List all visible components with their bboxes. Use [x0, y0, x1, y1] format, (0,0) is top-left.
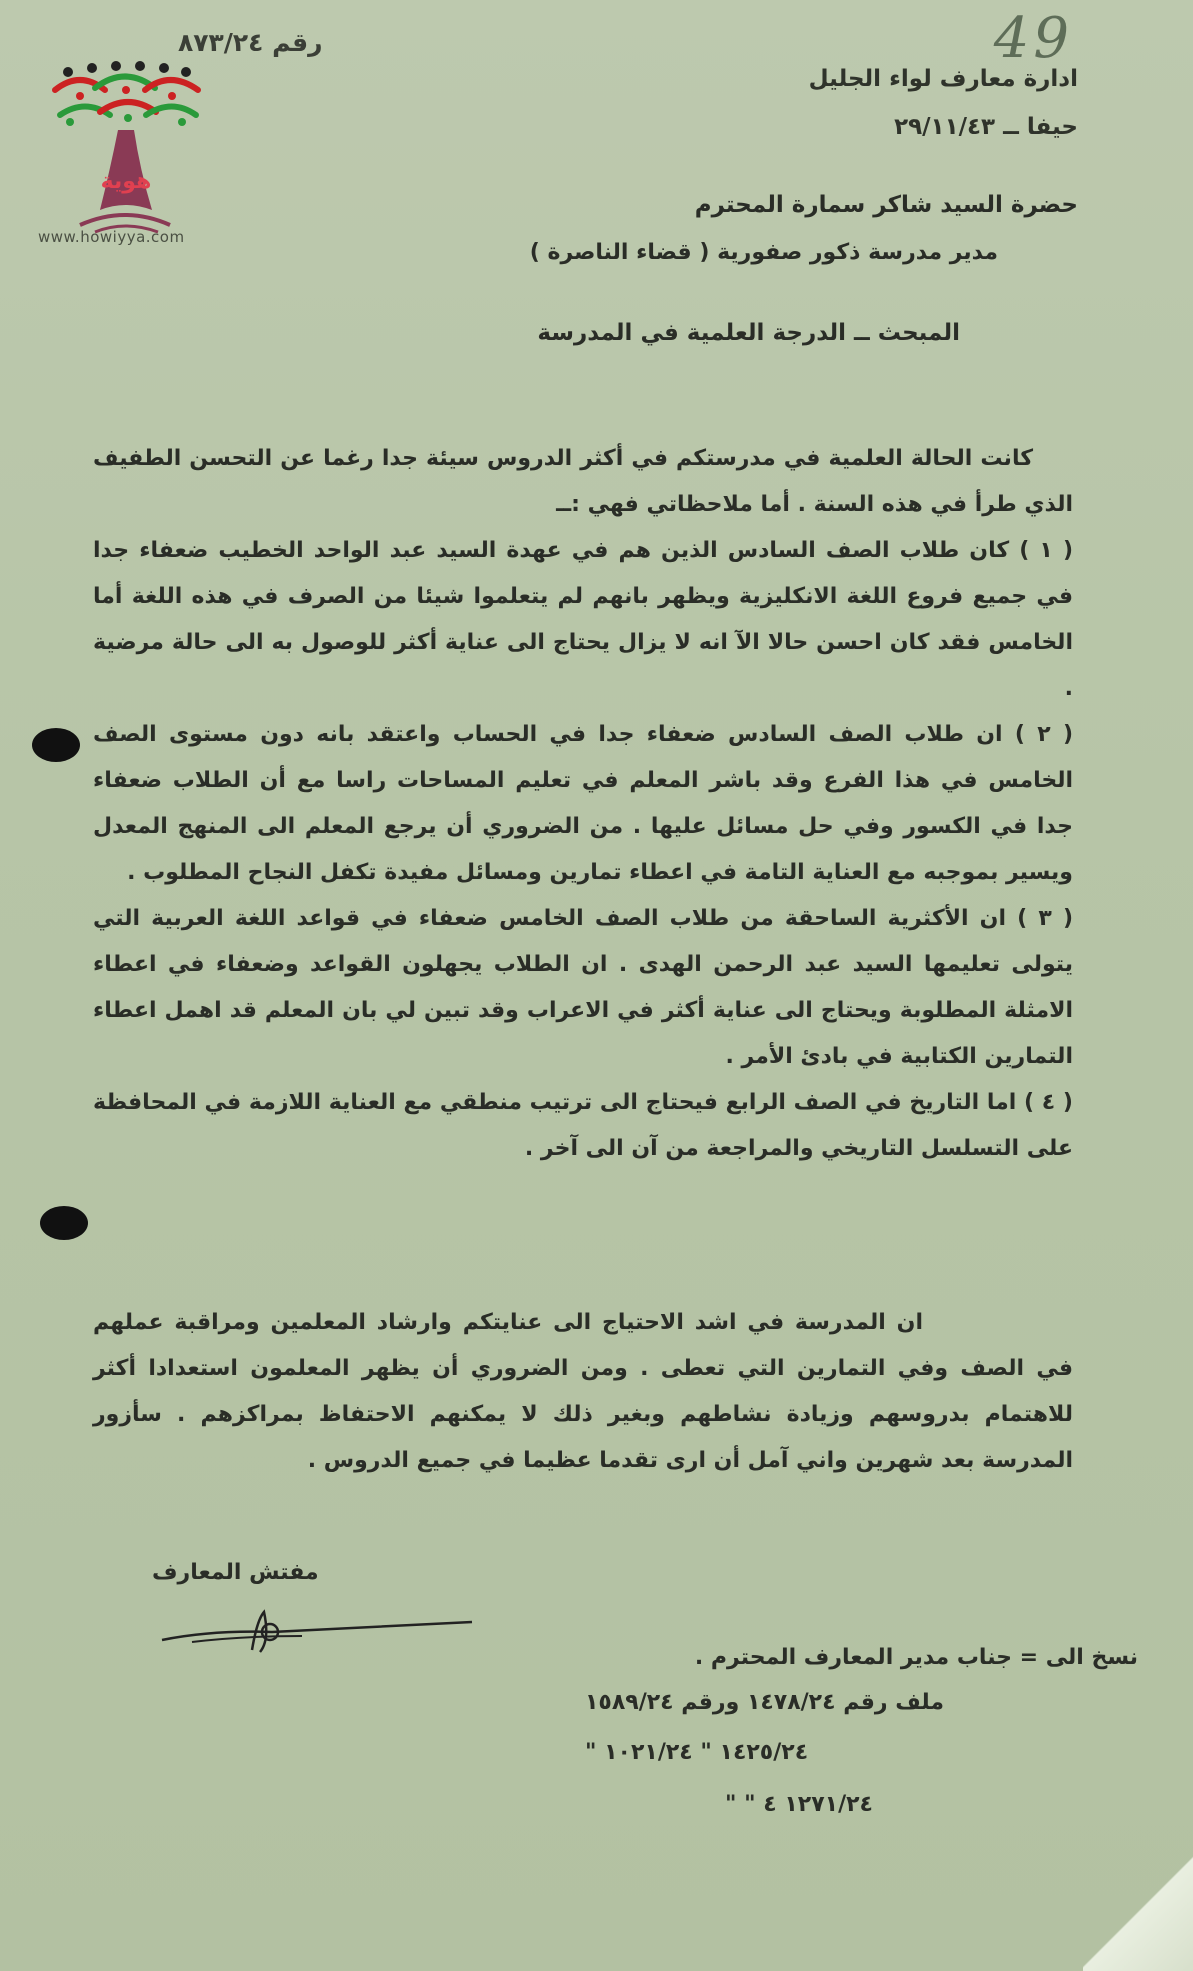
- addressee-title: مدير مدرسة ذكور صفورية ( قضاء الناصرة ): [529, 240, 998, 265]
- punch-hole: [40, 1206, 88, 1240]
- intro-paragraph: كانت الحالة العلمية في مدرستكم في أكثر الدروس سيئة جدا رغما عن التحسن الطفيف الذي طرأ في هذه السنة . أما ملاحظاتي فهي :ــ: [93, 446, 1073, 517]
- item-number: ( ٢ ): [1014, 722, 1074, 747]
- punch-hole: [32, 728, 80, 762]
- tree-logo-icon: [40, 60, 210, 250]
- item-text: ان الأكثرية الساحقة من طلاب الصف الخامس ضعفاء في قواعد اللغة العربية التي يتولى تعليمها السيد عبد الرحمن الهدى . ان الطلاب يجهلون القواعد وضعفاء في اعطاء الامثلة المطلوبة ويحتاج الى عناية أكثر في الاعراب وقد تبين لي بان المعلم قد اهمل اعطاء التمارين الكتابية في بادئ الأمر .: [93, 906, 1073, 1069]
- reference-number: رقم ٨٧٣/٢٤: [178, 28, 323, 57]
- list-item: [93, 712, 1073, 896]
- signature-title: مفتش المعارف: [152, 1560, 319, 1585]
- copies-heading: نسخ الى = جناب مدير المعارف المحترم .: [694, 1645, 1138, 1670]
- closing-paragraph: ان المدرسة في اشد الاحتياج الى عنايتكم وارشاد المعلمين ومراقبة عملهم في الصف وفي التمارين التي تعطى . ومن الضروري أن يظهر المعلمون استعدادا أكثر للاهتمام بدروسهم وزيادة نشاطهم وبغير ذلك لا يمكنهم الاحتفاظ بمراكزهم . سأزور المدرسة بعد شهرين واني آمل أن ارى تقدما عظيما في جميع الدروس .: [93, 1310, 1073, 1473]
- logo-website: www.howiyya.com: [38, 228, 185, 246]
- page-number: 49: [993, 6, 1073, 71]
- list-item: [93, 896, 1073, 1080]
- list-item: [93, 528, 1073, 712]
- addressee-name: حضرة السيد شاكر سمارة المحترم: [694, 192, 1078, 218]
- letter-body: [93, 436, 1073, 1172]
- signature-scribble-icon: [152, 1600, 482, 1660]
- copy-row: " ١٤٢٥/٢٤ " ١٠٢١/٢٤: [585, 1740, 809, 1765]
- place-date: حيفا ــ ٢٩/١١/٤٣: [894, 114, 1078, 140]
- folded-corner: [1083, 1851, 1193, 1971]
- item-number: ( ١ ): [1019, 538, 1074, 563]
- list-item: [93, 1080, 1073, 1172]
- item-text: اما التاريخ في الصف الرابع فيحتاج الى ترتيب منطقي مع العناية اللازمة في المحافظة على التسلسل التاريخي والمراجعة من آن الى آخر .: [93, 1090, 1073, 1161]
- item-number: ( ٣ ): [1017, 906, 1073, 931]
- item-text: كان طلاب الصف السادس الذين هم في عهدة السيد عبد الواحد الخطيب ضعفاء جدا في جميع فروع اللغة الانكليزية ويظهر بانهم لم يتعلموا شيئا من الصرف في هذه اللغة أما الخامس فقد كان احسن حالا الآ انه لا يزال يحتاج الى عناية أكثر للوصول به الى حالة مرضية .: [93, 538, 1073, 701]
- copy-row: " " ١٢٧١/٢٤ ٤: [725, 1792, 873, 1817]
- copy-row: ملف رقم ١٤٧٨/٢٤ ورقم ١٥٨٩/٢٤: [585, 1690, 944, 1715]
- office-name: ادارة معارف لواء الجليل: [808, 66, 1078, 92]
- item-number: ( ٤ ): [1024, 1090, 1073, 1115]
- subject-line: المبحث ــ الدرجة العلمية في المدرسة: [537, 320, 960, 346]
- logo-wordmark: هوية: [100, 169, 152, 194]
- item-text: ان طلاب الصف السادس ضعفاء جدا في الحساب واعتقد بانه دون مستوى الصف الخامس في هذا الفرع وقد باشر المعلم في تعليم المساحات راسا مع أن الطلاب ضعفاء جدا في الكسور وفي حل مسائل عليها . من الضروري أن يرجع المعلم الى المنهج المعدل ويسير بموجبه مع العناية التامة في اعطاء تمارين ومسائل مفيدة تكفل النجاح المطلوب .: [93, 722, 1073, 885]
